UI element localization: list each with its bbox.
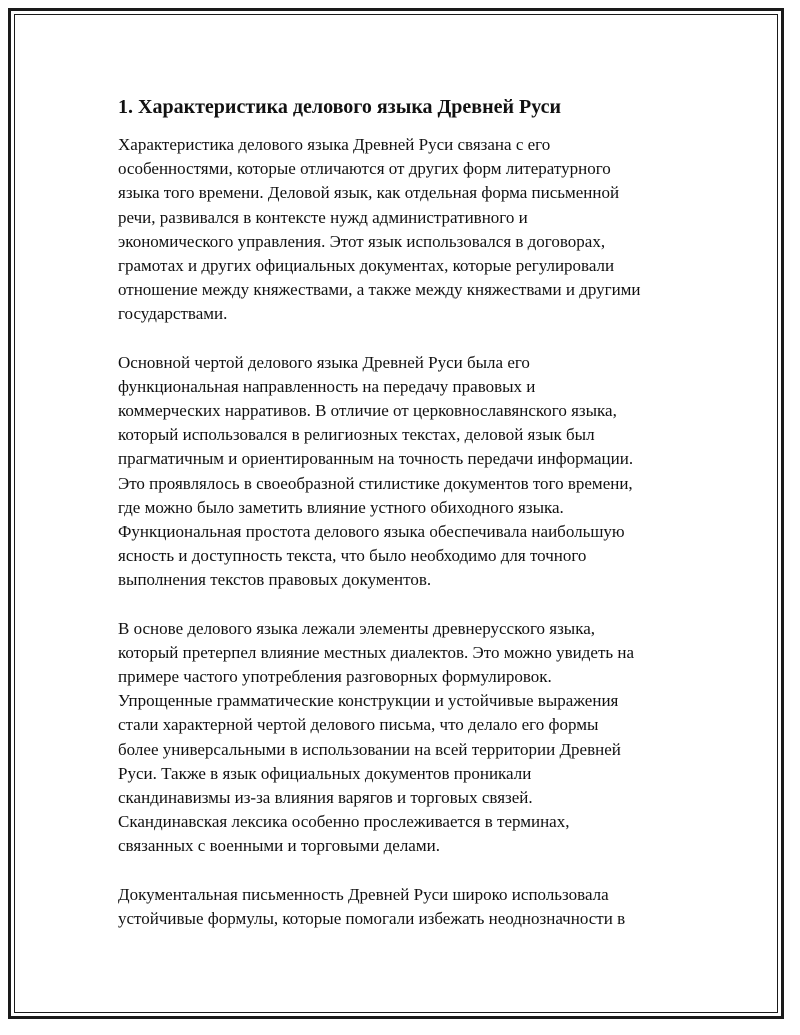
section-title: 1. Характеристика делового языка Древней Руси [118, 96, 562, 118]
paragraph-4: Документальная письменность Древней Руси широко использовала устойчивые формулы, которые помогали избежать неоднозначности в [118, 884, 626, 928]
document-body [118, 94, 698, 955]
paragraph-1: Характеристика делового языка Древней Руси связана с его особенностями, которые отличаются от других форм литературного языка того времени. Деловой язык, как отдельная форма письменной речи, развивался в контексте нужд административного и экономического управления. Этот язык использовался в договорах, грамотах и других официальных документах, которые регулировали отношение между княжествами, а также между княжествами и другими государствами. [118, 135, 641, 324]
paragraph-2: Основной чертой делового языка Древней Руси была его функциональная направленность на передачу правовых и коммерческих нарративов. В отличие от церковнославянского языка, который использовался в религиозных текстах, деловой язык был прагматичным и ориентированным на точность передачи информации. Это проявлялось в своеобразной стилистике документов того времени, где можно было заметить влияние устного обиходного языка. Функциональная простота делового языка обеспечивала наибольшую ясность и доступность текста, что было необходимо для точного выполнения текстов правовых документов. [118, 352, 634, 590]
paragraph-3: В основе делового языка лежали элементы древнерусского языка, который претерпел влияние местных диалектов. Это можно увидеть на примере частого употребления разговорных формулировок. Упрощенные грамматические конструкции и устойчивые выражения стали характерной чертой делового письма, что делало его формы более универсальными в использовании на всей территории Древней Руси. Также в язык официальных документов проникали скандинавизмы из-за влияния варягов и торговых связей. Скандинавская лексика особенно прослеживается в терминах, связанных с военными и торговыми делами. [118, 618, 635, 856]
